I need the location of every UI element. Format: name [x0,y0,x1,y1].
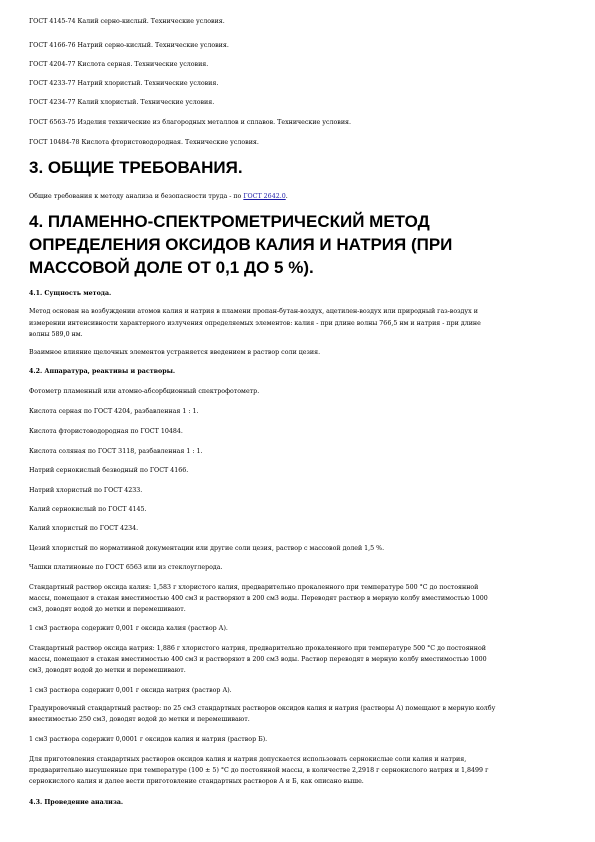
std-na-concentration: 1 см3 раствора содержит 0,001 г оксида натрия (раствор А). [29,687,232,694]
method-text-line: волны 589,0 нм. [29,331,83,338]
standard-ref: ГОСТ 4204-77 Кислота серная. Технические условия. [29,61,209,68]
section-4-heading-line1: 4. ПЛАМЕННО-СПЕКТРОМЕТРИЧЕСКИЙ МЕТОД [29,212,430,231]
preparation-note-line: сернокислого калия и далее вести приготовление стандартных растворов А и Б, как описано выше. [29,778,364,785]
std-k-concentration: 1 см3 раствора содержит 0,001 г оксида калия (раствор А). [29,625,228,632]
preparation-note-line: Для приготовления стандартных растворов оксидов калия и натрия допускается использовать сернокислые соли калия и натрия, [29,756,467,763]
subsection-4-2-heading: 4.2. Аппаратура, реактивы и растворы. [29,368,176,375]
reagent-item: Натрий хлористый по ГОСТ 4233. [29,487,143,494]
reagent-item: Фотометр пламенный или атомно-абсорбционный спектрофотометр. [29,388,260,395]
method-text-line: Метод основан на возбуждении атомов калия и натрия в пламени пропан-бутан-воздух, ацетилен-воздух или природный газ-воздух и [29,308,478,315]
std-na-solution-line: массы, помещают в стакан вместимостью 400 см3 и растворяют в 200 см3 воды. Раствор переводят в мерную колбу вместимостью 1000 [29,656,487,663]
reagent-item: Натрий сернокислый безводный по ГОСТ 4166. [29,467,189,474]
section-3-text-before: Общие требования к методу анализа и безопасности труда - по [29,193,244,200]
std-na-solution-line: см3, доводят водой до метки и перемешивают. [29,667,186,674]
reagent-item: Кислота фтористоводородная по ГОСТ 10484. [29,428,183,435]
method-text-line: измерении интенсивности характерного излучения определяемых элементов: калия - при длине волны 766,5 нм и натрия - при длине [29,320,481,327]
subsection-4-1-heading: 4.1. Сущность метода. [29,290,112,297]
section-4-heading-line3: МАССОВОЙ ДОЛЕ ОТ 0,1 ДО 5 %). [29,258,314,277]
reagent-item: Кислота серная по ГОСТ 4204, разбавленная 1 : 1. [29,408,199,415]
reagent-item: Калий сернокислый по ГОСТ 4145. [29,506,147,513]
reagent-item: Чашки платиновые по ГОСТ 6563 или из стеклоуглерода. [29,564,223,571]
std-k-solution-line: массы, помещают в стакан вместимостью 400 см3 и растворяют в 200 см3 воды. Переводят раствор в мерную колбу вместимостью 1000 [29,595,488,602]
calibration-solution-line: Градуировочный стандартный раствор: по 25 см3 стандартных растворов оксидов калия и натрия (растворы А) помещают в мерную колбу [29,705,496,712]
preparation-note-line: предварительно высушенные при температуре (100 ± 5) °С до постоянной массы, в количестве 2,2918 г сернокислого натрия и 1,8499 г [29,767,489,774]
reagent-item: Калий хлористый по ГОСТ 4234. [29,525,139,532]
standard-ref: ГОСТ 6563-75 Изделия технические из благородных металлов и сплавов. Технические условия. [29,119,352,126]
interference-text: Взаимное влияние щелочных элементов устраняется введением в раствор соли цезия. [29,349,321,356]
section-4-heading-line2: ОПРЕДЕЛЕНИЯ ОКСИДОВ КАЛИЯ И НАТРИЯ (ПРИ [29,235,453,254]
standard-ref: ГОСТ 4233-77 Натрий хлористый. Технические условия. [29,80,219,87]
standard-ref: ГОСТ 4166-76 Натрий серно-кислый. Технические условия. [29,42,229,49]
section-3-text-after: . [285,193,288,200]
standard-ref: ГОСТ 10484-78 Кислота фтористоводородная. Технические условия. [29,139,259,146]
section-3-text [29,192,569,202]
gost-2642-link[interactable]: ГОСТ 2642.0 [243,193,286,200]
standard-ref: ГОСТ 4234-77 Калий хлористый. Технические условия. [29,99,215,106]
calibration-solution-line: вместимостью 250 см3, доводят водой до метки и перемешивают. [29,716,250,723]
section-3-heading: 3. ОБЩИЕ ТРЕБОВАНИЯ. [29,158,243,177]
calibration-concentration: 1 см3 раствора содержит 0,0001 г оксидов калия и натрия (раствор Б). [29,736,268,743]
reagent-item: Цезий хлористый по нормативной документации или другие соли цезия, раствор с массовой долей 1,5 %. [29,545,385,552]
reagent-item: Кислота соляная по ГОСТ 3118, разбавленная 1 : 1. [29,448,203,455]
std-k-solution-line: Стандартный раствор оксида калия: 1,583 г хлористого калия, предварительно прокаленного при температуре 500 °С до постоянной [29,584,479,591]
subsection-4-3-heading: 4.3. Проведение анализа. [29,799,124,806]
std-k-solution-line: см3, доводят водой до метки и перемешивают. [29,606,186,613]
std-na-solution-line: Стандартный раствор оксида натрия: 1,886 г хлористого натрия, предварительно прокаленного при температуре 500 °С до постоянной [29,645,486,652]
standard-ref: ГОСТ 4145-74 Калий серно-кислый. Технические условия. [29,18,225,25]
